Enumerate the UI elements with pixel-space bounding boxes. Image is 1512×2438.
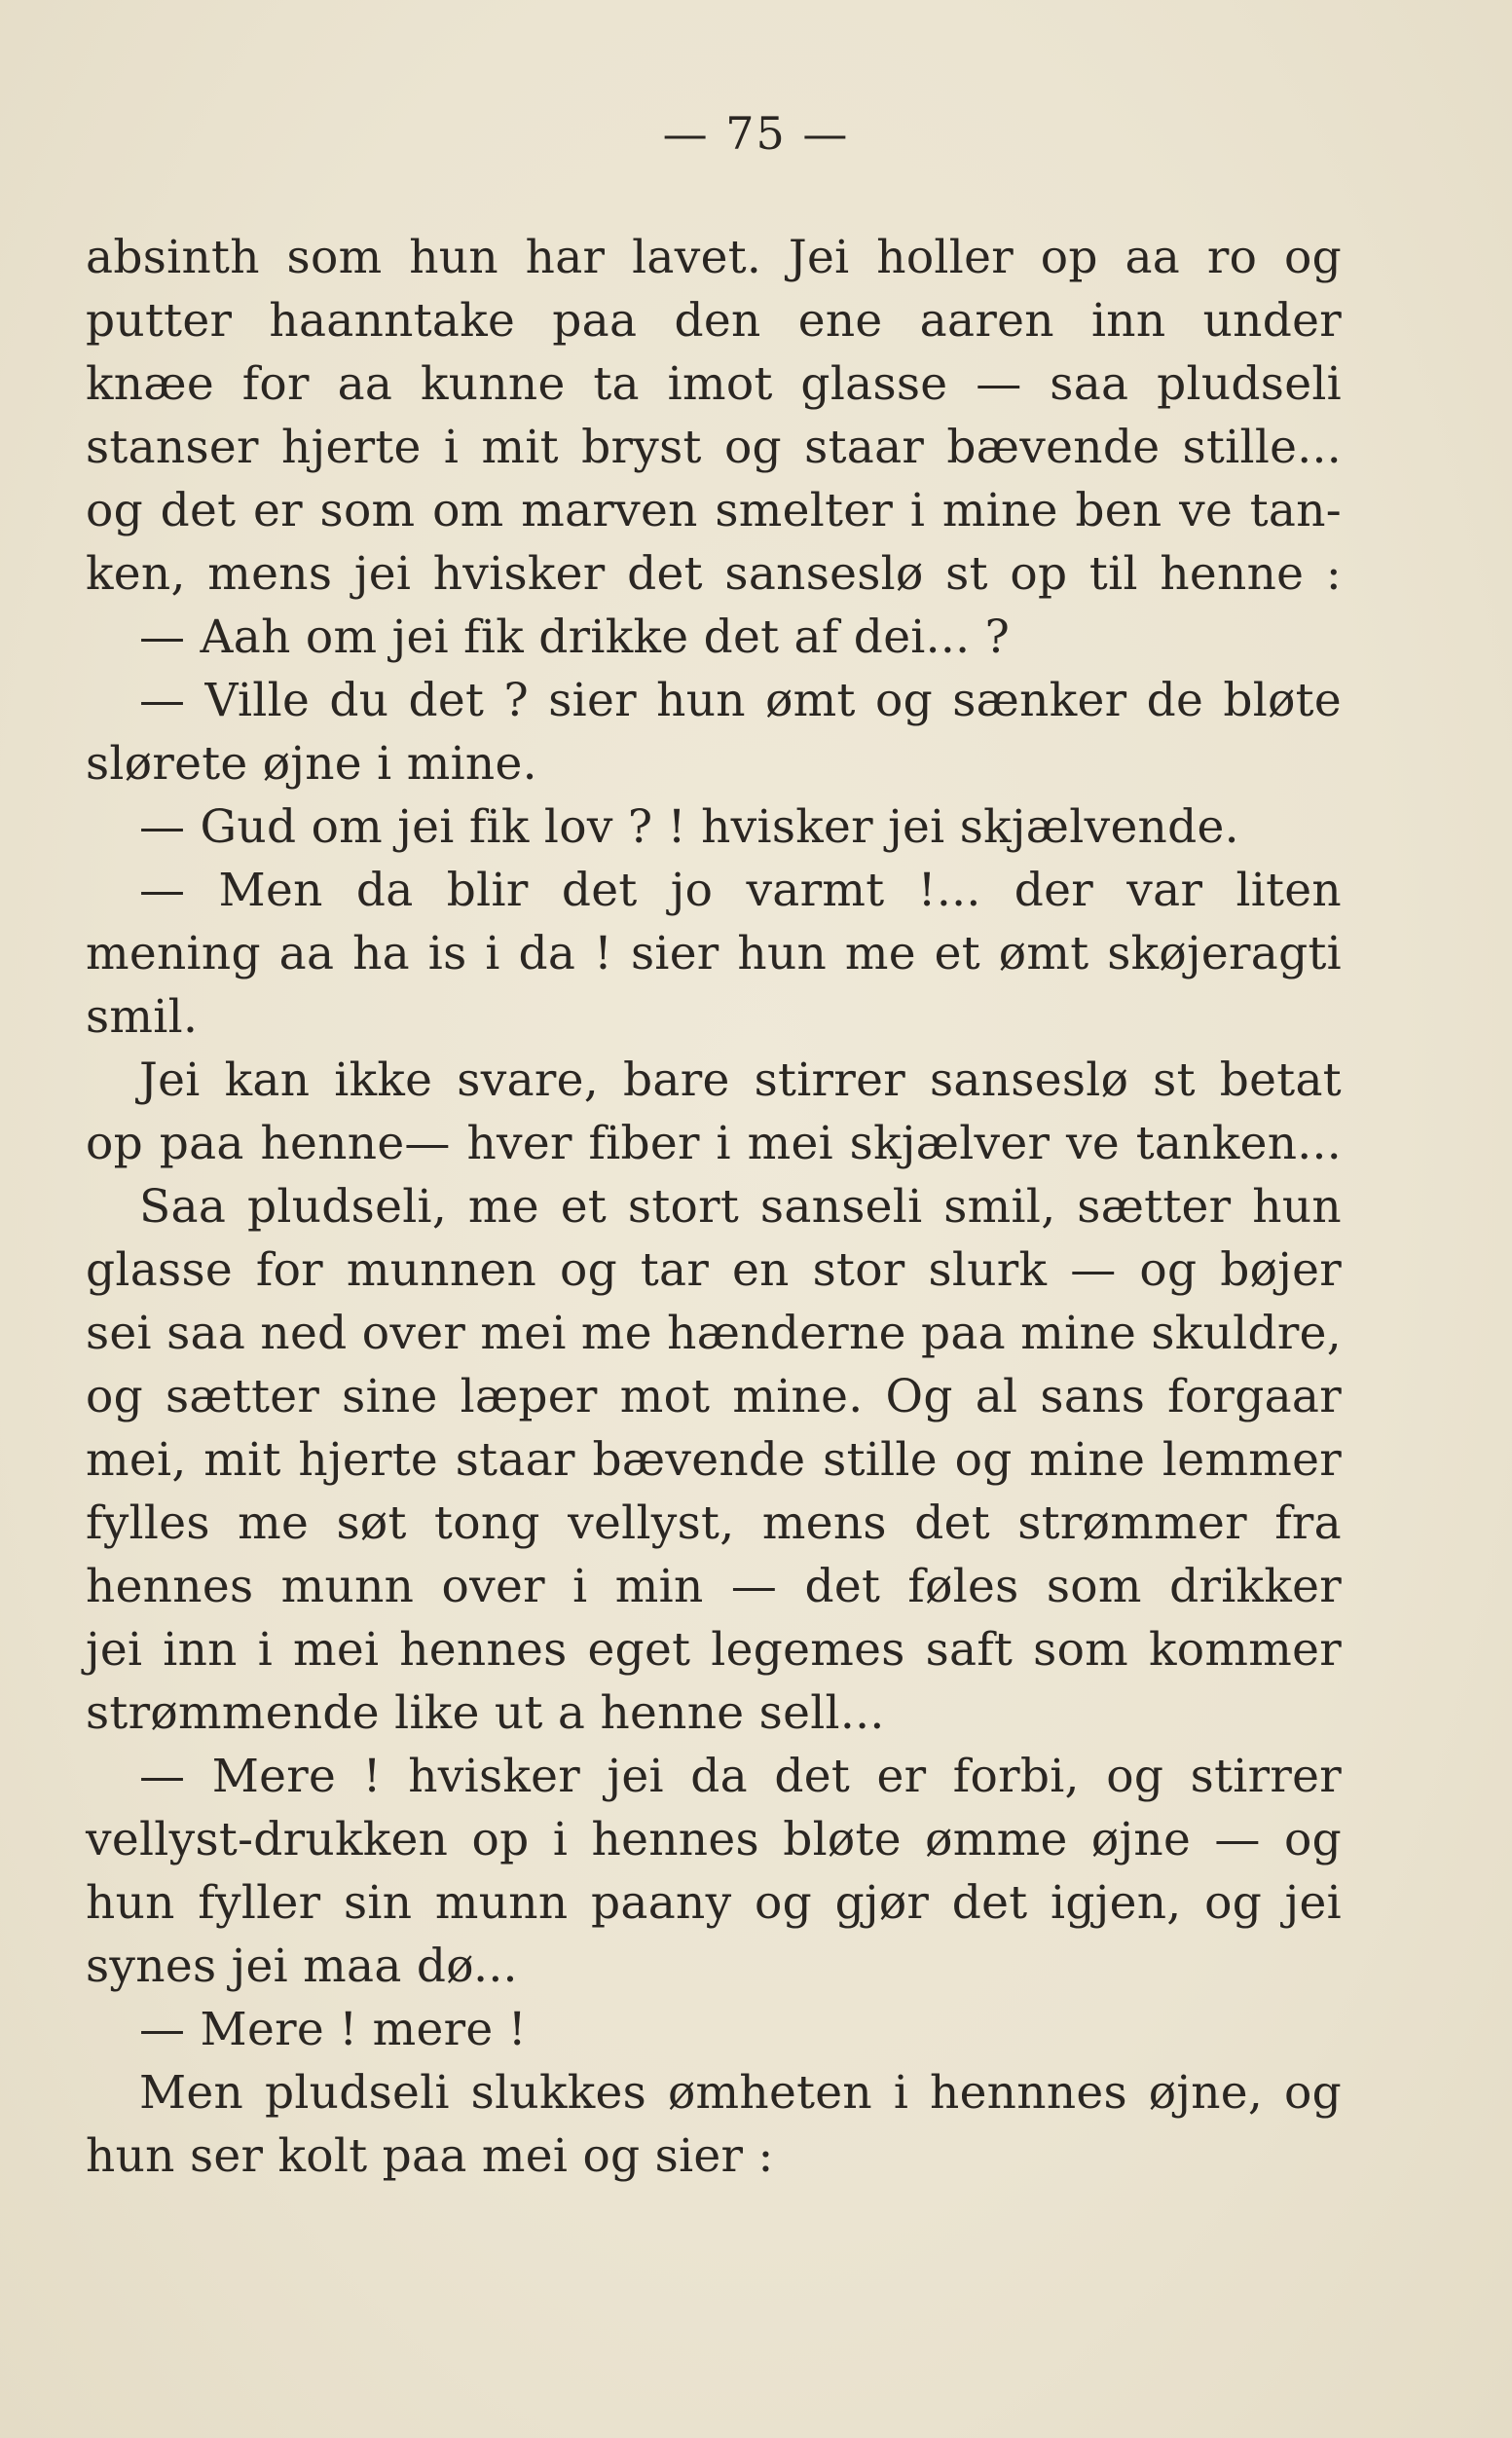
text-line: mei, mit hjerte staar bævende stille og mine lemmer <box>86 1433 1342 1487</box>
text-line: — Mere ! mere ! <box>139 2003 527 2056</box>
text-line: — Mere ! hvisker jei da det er forbi, og stirrer <box>139 1750 1342 1803</box>
text-line: absinth som hun har lavet. Jei holler op aa ro og <box>86 231 1342 284</box>
text-line: Men pludseli slukkes ømheten i hennnes øjne, og <box>139 2066 1342 2120</box>
text-line: ken, mens jei hvisker det sanseslø st op til henne : <box>86 547 1342 601</box>
text-line: slørete øjne i mine. <box>86 737 537 791</box>
text-line: hun fyller sin munn paany og gjør det igjen, og jei <box>86 1876 1342 1930</box>
text-line: hennes munn over i min — det føles som drikker <box>86 1560 1342 1613</box>
text-line: og det er som om marven smelter i mine ben ve tan- <box>86 484 1342 537</box>
text-line: jei inn i mei hennes eget legemes saft som kommer <box>86 1623 1342 1677</box>
text-line: smil. <box>86 990 199 1044</box>
text-line: mening aa ha is i da ! sier hun me et ømt skøjeragti <box>86 927 1342 980</box>
text-line: og sætter sine læper mot mine. Og al sans forgaar <box>86 1370 1342 1423</box>
text-line: hun ser kolt paa mei og sier : <box>86 2129 774 2183</box>
text-line: Jei kan ikke svare, bare stirrer sanseslø st betat <box>139 1053 1342 1107</box>
body-text <box>86 226 1342 2188</box>
text-line: fylles me søt tong vellyst, mens det strømmer fra <box>86 1496 1342 1550</box>
text-line: — Gud om jei fik lov ? ! hvisker jei skjælvende. <box>139 800 1239 854</box>
text-line: vellyst-drukken op i hennes bløte ømme øjne — og <box>86 1813 1342 1866</box>
text-line: putter haanntake paa den ene aaren inn under <box>86 294 1342 348</box>
text-line: — Men da blir det jo varmt !... der var liten <box>139 864 1342 917</box>
text-line: Saa pludseli, me et stort sanseli smil, sætter hun <box>139 1180 1342 1234</box>
text-line: — Ville du det ? sier hun ømt og sænker de bløte <box>139 674 1342 727</box>
text-line: op paa henne— hver fiber i mei skjælver ve tanken... <box>86 1117 1342 1170</box>
text-line: glasse for munnen og tar en stor slurk — og bøjer <box>86 1243 1342 1297</box>
text-line: stanser hjerte i mit bryst og staar bævende stille... <box>86 421 1342 474</box>
text-line: — Aah om jei fik drikke det af dei... ? <box>139 610 1011 664</box>
text-line: strømmende like ut a henne sell... <box>86 1686 885 1740</box>
text-line: synes jei maa dø... <box>86 1939 518 1993</box>
page-number: — 75 — <box>662 107 850 160</box>
text-line: knæe for aa kunne ta imot glasse — saa pludseli <box>86 357 1342 411</box>
text-line: sei saa ned over mei me hænderne paa mine skuldre, <box>86 1307 1342 1360</box>
